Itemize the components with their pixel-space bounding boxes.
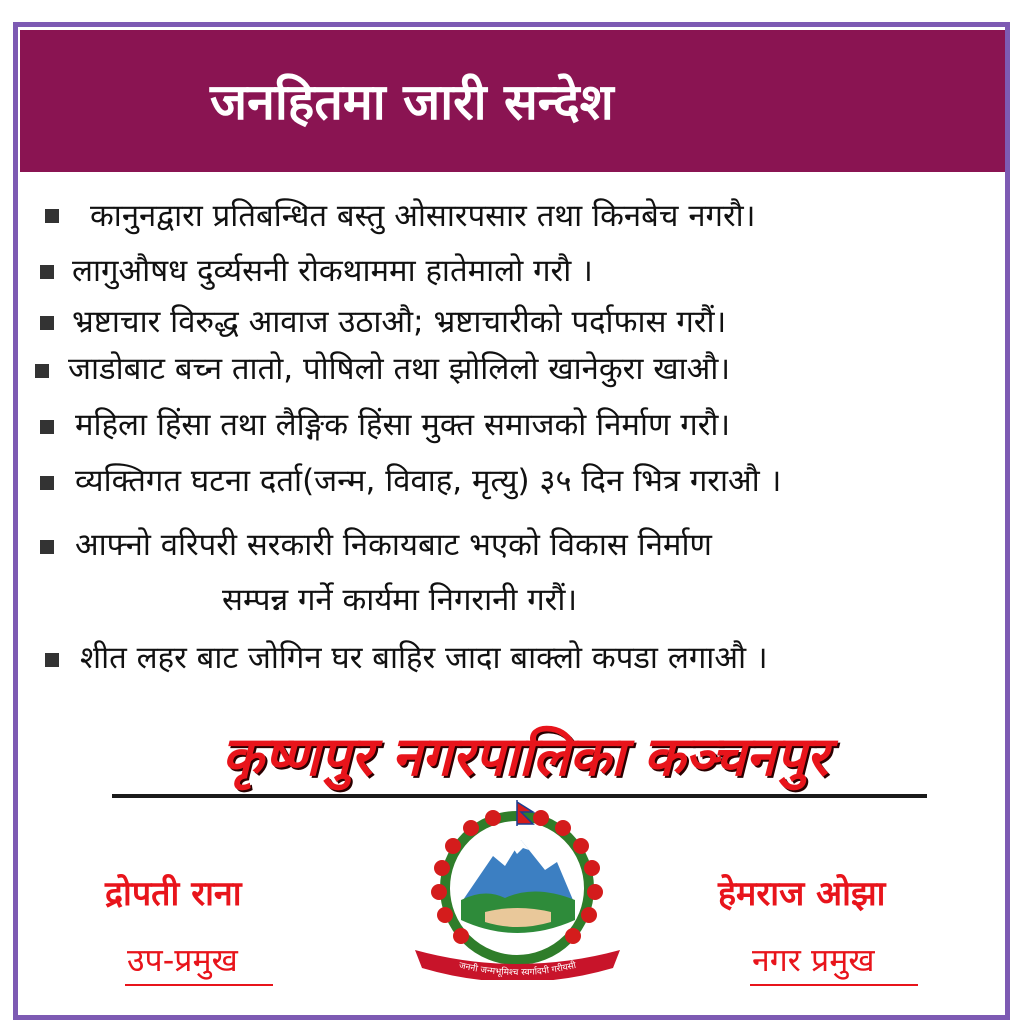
mayor-role-underline bbox=[750, 984, 918, 986]
message-text: व्यक्तिगत घटना दर्ता(जन्म, विवाह, मृत्यु) ३५ दिन भित्र गराऔ । bbox=[75, 463, 782, 499]
nepal-government-emblem-icon bbox=[405, 800, 630, 980]
deputy-role-underline bbox=[125, 984, 273, 986]
bullet-icon bbox=[35, 364, 49, 378]
message-continuation: सम्पन्न गर्ने कार्यमा निगरानी गरौं। bbox=[222, 582, 578, 618]
deputy-mayor-name: द्रोपती राना bbox=[105, 874, 242, 914]
deputy-mayor-role: उप-प्रमुख bbox=[127, 941, 238, 979]
bullet-icon bbox=[45, 653, 59, 667]
message-text: लागुऔषध दुर्व्यसनी रोकथाममा हातेमालो गरौ । bbox=[72, 253, 593, 289]
bullet-icon bbox=[40, 265, 54, 279]
bullet-icon bbox=[40, 476, 54, 490]
message-text: जाडोबाट बच्न तातो, पोषिलो तथा झोलिलो खानेकुरा खाऔ। bbox=[68, 351, 731, 387]
message-text: आफ्नो वरिपरी सरकारी निकायबाट भएको विकास निर्माण bbox=[75, 527, 712, 563]
mayor-name: हेमराज ओझा bbox=[718, 874, 886, 914]
emblem-motto: जननी जन्मभूमिश्च स्वर्गादपी गरीयसी bbox=[457, 960, 578, 979]
bullet-icon bbox=[40, 420, 54, 434]
message-text: भ्रष्टाचार विरुद्ध आवाज उठाऔ; भ्रष्टाचारीको पर्दाफास गरौं। bbox=[72, 304, 727, 340]
mayor-role: नगर प्रमुख bbox=[752, 941, 875, 979]
banner-title: जनहितमा जारी सन्देश bbox=[210, 73, 614, 131]
message-text: महिला हिंसा तथा लैङ्गिक हिंसा मुक्त समाजको निर्माण गरौ। bbox=[75, 407, 731, 443]
bullet-icon bbox=[45, 209, 59, 223]
municipality-name: कृष्णपुर नगरपालिका कञ्चनपुर bbox=[221, 725, 829, 788]
message-text: शीत लहर बाट जोगिन घर बाहिर जादा बाक्लो कपडा लगाऔ । bbox=[80, 640, 768, 676]
bullet-icon bbox=[40, 316, 54, 330]
message-text: कानुनद्वारा प्रतिबन्धित बस्तु ओसारपसार तथा किनबेच नगरौ। bbox=[90, 198, 756, 234]
bullet-icon bbox=[40, 540, 54, 554]
municipality-underline bbox=[112, 794, 927, 798]
